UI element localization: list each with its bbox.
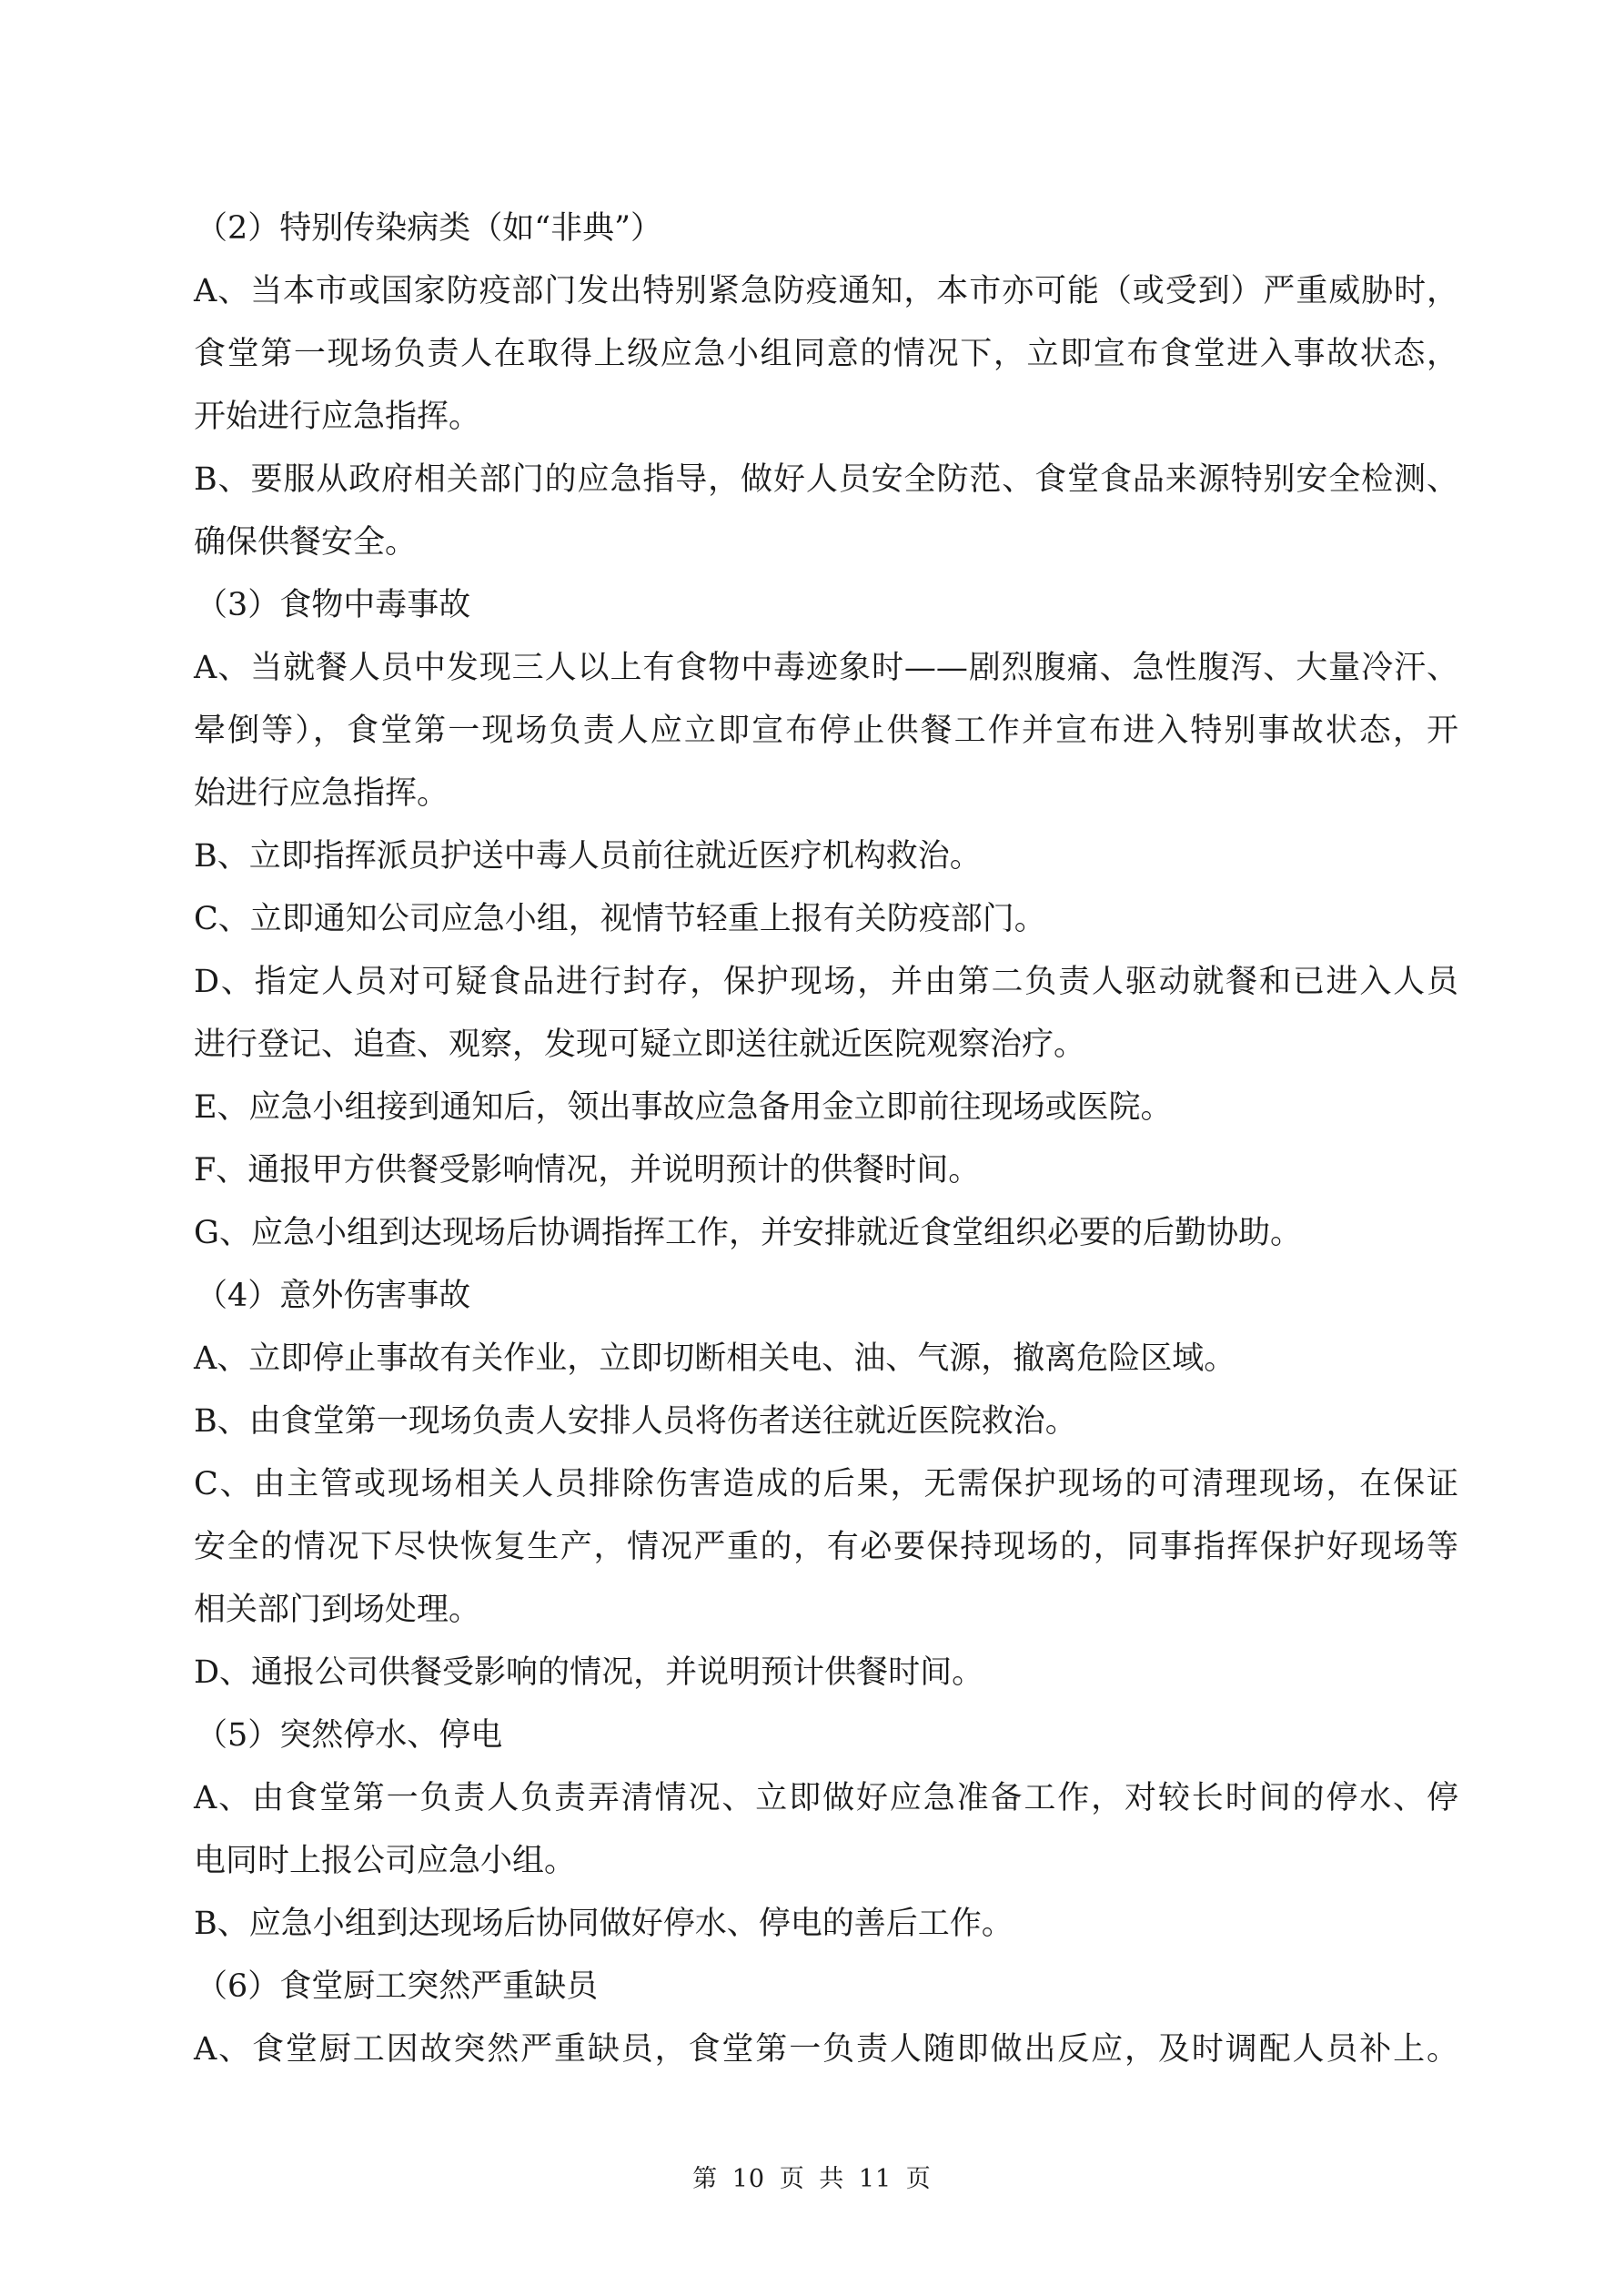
paragraph-line: 食堂第一现场负责人在取得上级应急小组同意的情况下，立即宣布食堂进入事故状态， bbox=[194, 336, 1458, 372]
paragraph-line: 开始进行应急指挥。 bbox=[194, 399, 481, 435]
document-body bbox=[194, 202, 1458, 2086]
paragraph-line: A、当本市或国家防疫部门发出特别紧急防疫通知，本市亦可能（或受到）严重威胁时， bbox=[194, 273, 1458, 309]
paragraph-line: B、应急小组到达现场后协同做好停水、停电的善后工作。 bbox=[194, 1906, 1014, 1942]
paragraph-line: A、食堂厨工因故突然严重缺员，食堂第一负责人随即做出反应，及时调配人员补上。 bbox=[194, 2031, 1458, 2068]
paragraph-line: 晕倒等），食堂第一现场负责人应立即宣布停止供餐工作并宣布进入特别事故状态，开 bbox=[194, 713, 1458, 749]
paragraph-line: A、立即停止事故有关作业，立即切断相关电、油、气源，撤离危险区域。 bbox=[194, 1340, 1236, 1377]
paragraph-line: D、通报公司供餐受影响的情况，并说明预计供餐时间。 bbox=[194, 1654, 984, 1691]
paragraph-line: 进行登记、追查、观察，发现可疑立即送往就近医院观察治疗。 bbox=[194, 1027, 1086, 1063]
section-heading: （5）突然停水、停电 bbox=[196, 1717, 503, 1754]
paragraph-line: C、由主管或现场相关人员排除伤害造成的后果，无需保护现场的可清理现场，在保证 bbox=[194, 1466, 1458, 1502]
paragraph-line: 电同时上报公司应急小组。 bbox=[194, 1843, 577, 1879]
section-heading: （2）特别传染病类（如“非典”） bbox=[196, 210, 663, 247]
paragraph-line: 相关部门到场处理。 bbox=[194, 1592, 481, 1628]
section-heading: （4）意外伤害事故 bbox=[196, 1278, 471, 1314]
paragraph-line: F、通报甲方供餐受影响情况，并说明预计的供餐时间。 bbox=[194, 1152, 981, 1188]
section-heading: （6）食堂厨工突然严重缺员 bbox=[196, 1968, 599, 2005]
paragraph-line: A、当就餐人员中发现三人以上有食物中毒迹象时——剧烈腹痛、急性腹泻、大量冷汗、 bbox=[194, 650, 1458, 686]
page-footer: 第 10 页 共 11 页 bbox=[692, 2165, 932, 2193]
paragraph-line: E、应急小组接到通知后，领出事故应急备用金立即前往现场或医院。 bbox=[194, 1089, 1173, 1126]
paragraph-line: G、应急小组到达现场后协调指挥工作，并安排就近食堂组织必要的后勤协助。 bbox=[194, 1215, 1302, 1251]
paragraph-line: B、立即指挥派员护送中毒人员前往就近医疗机构救治。 bbox=[194, 838, 982, 875]
paragraph-line: B、要服从政府相关部门的应急指导，做好人员安全防范、食堂食品来源特别安全检测、 bbox=[194, 461, 1458, 498]
paragraph-line: 确保供餐安全。 bbox=[194, 524, 418, 561]
paragraph-line: B、由食堂第一现场负责人安排人员将伤者送往就近医院救治。 bbox=[194, 1403, 1077, 1440]
paragraph-line: D、指定人员对可疑食品进行封存，保护现场，并由第二负责人驱动就餐和已进入人员 bbox=[194, 964, 1458, 1000]
paragraph-line: C、立即通知公司应急小组，视情节轻重上报有关防疫部门。 bbox=[194, 901, 1046, 937]
paragraph-line: A、由食堂第一负责人负责弄清情况、立即做好应急准备工作，对较长时间的停水、停 bbox=[194, 1780, 1458, 1816]
paragraph-line: 安全的情况下尽快恢复生产，情况严重的，有必要保持现场的，同事指挥保护好现场等 bbox=[194, 1529, 1458, 1565]
section-heading: （3）食物中毒事故 bbox=[196, 587, 471, 623]
paragraph-line: 始进行应急指挥。 bbox=[194, 775, 449, 812]
